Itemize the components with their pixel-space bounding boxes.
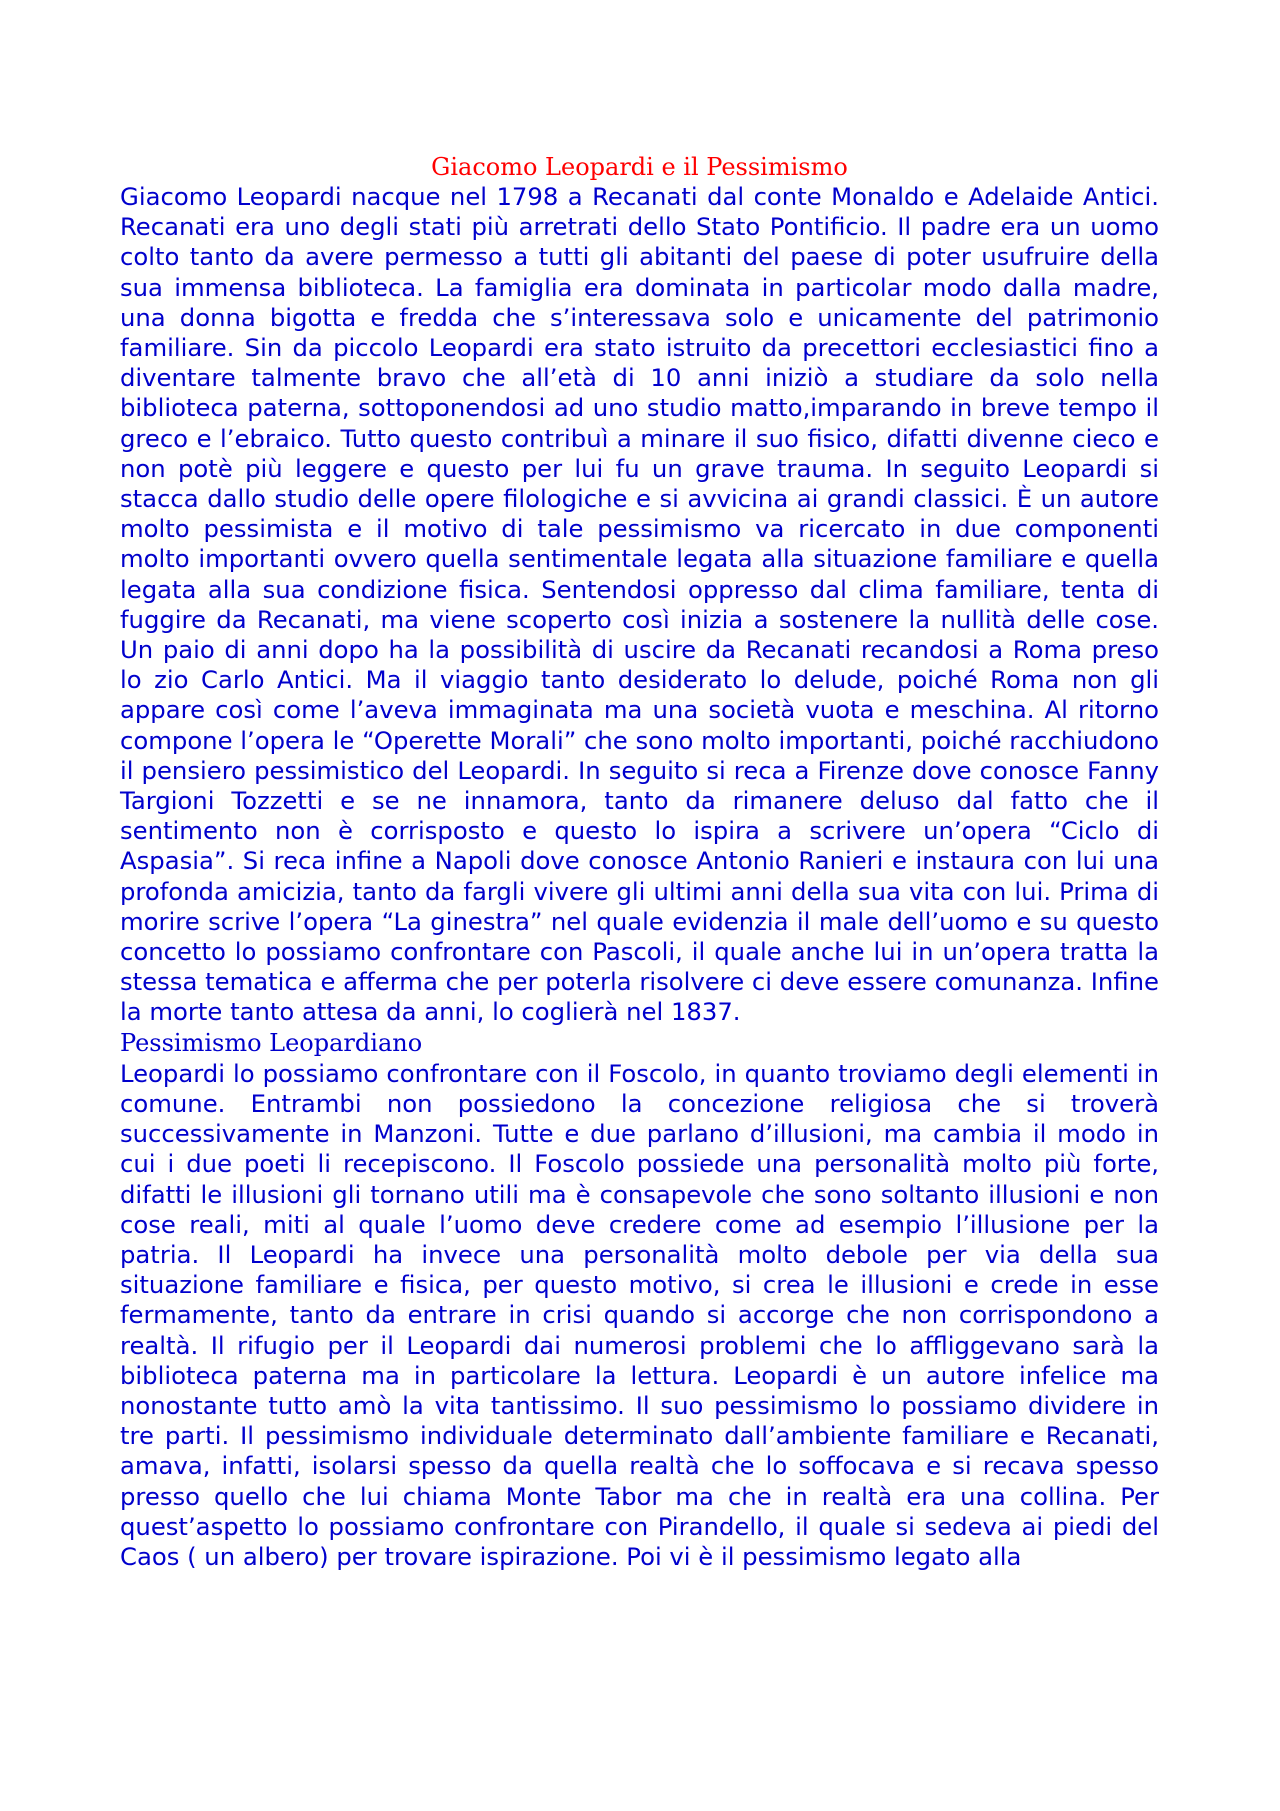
intro-paragraph: Giacomo Leopardi nacque nel 1798 a Recanati dal conte Monaldo e Adelaide Antici. Recanati era uno degli stati più arretrati dello Stato Pontificio. Il padre era un uomo colto tanto da avere permesso a tutti gli abitanti del paese di poter usufruire della sua immensa biblioteca. La famiglia era dominata in particolar modo dalla madre, una donna bigotta e fredda che s’interessava solo e unicamente del patrimonio familiare. Sin da piccolo Leopardi era stato istruito da precettori ecclesiastici fino a diventare talmente bravo che all’età di 10 anni iniziò a studiare da solo nella biblioteca paterna, sottoponendosi ad uno studio matto,imparando in breve tempo il greco e l’ebraico. Tutto questo contribuì a minare il suo fisico, difatti divenne cieco e non potè più leggere e questo per lui fu un grave trauma. In seguito Leopardi si stacca dallo studio delle opere filologiche e si avvicina ai grandi classici. È un autore molto pessimista e il motivo di tale pessimismo va ricercato in due componenti molto importanti ovvero quella sentimentale legata alla situazione familiare e quella legata alla sua condizione fisica. Sentendosi oppresso dal clima familiare, tenta di fuggire da Recanati, ma viene scoperto così inizia a sostenere la nullità delle cose. Un paio di anni dopo ha la possibilità di uscire da Recanati recandosi a Roma preso lo zio Carlo Antici. Ma il viaggio tanto desiderato lo delude, poiché Roma non gli appare così come l’aveva immaginata ma una società vuota e meschina. Al ritorno compone l’opera le “Operette Morali” che sono molto importanti, poiché racchiudono il pensiero pessimistico del Leopardi. In seguito si reca a Firenze dove conosce Fanny Targioni Tozzetti e se ne innamora, tanto da rimanere deluso dal fatto che il sentimento non è corrisposto e questo lo ispira a scrivere un’opera “Ciclo di Aspasia”. Si reca infine a Napoli dove conosce Antonio Ranieri e instaura con lui una profonda amicizia, tanto da fargli vivere gli ultimi anni della sua vita con lui. Prima di morire scrive l’opera “La ginestra” nel quale evidenzia il male dell’uomo e su questo concetto lo possiamo confrontare con Pascoli, il quale anche lui in un’opera tratta la stessa tematica e afferma che per poterla risolvere ci deve essere comunanza. Infine la morte tanto attesa da anni, lo coglierà nel 1837.	[120, 182, 1159, 1027]
section-paragraph: Leopardi lo possiamo confrontare con il Foscolo, in quanto troviamo degli elementi in comune. Entrambi non possiedono la concezione religiosa che si troverà successivamente in Manzoni. Tutte e due parlano d’illusioni, ma cambia il modo in cui i due poeti li recepiscono. Il Foscolo possiede una personalità molto più forte, difatti le illusioni gli tornano utili ma è consapevole che sono soltanto illusioni e non cose reali, miti al quale l’uomo deve credere come ad esempio l’illusione per la patria. Il Leopardi ha invece una personalità molto debole per via della sua situazione familiare e fisica, per questo motivo, si crea le illusioni e crede in esse fermamente, tanto da entrare in crisi quando si accorge che non corrispondono a realtà. Il rifugio per il Leopardi dai numerosi problemi che lo affliggevano sarà la biblioteca paterna ma in particolare la lettura. Leopardi è un autore infelice ma nonostante tutto amò la vita tantissimo. Il suo pessimismo lo possiamo dividere in tre parti. Il pessimismo individuale determinato dall’ambiente familiare e Recanati, amava, infatti, isolarsi spesso da quella realtà che lo soffocava e si recava spesso presso quello che lui chiama Monte Tabor ma che in realtà era una collina. Per quest’aspetto lo possiamo confrontare con Pirandello, il quale si sedeva ai piedi del Caos ( un albero) per trovare ispirazione. Poi vi è il pessimismo legato alla	[120, 1058, 1159, 1571]
document-page	[120, 152, 1159, 1572]
section-heading: Pessimismo Leopardiano	[120, 1028, 423, 1057]
document-title: Giacomo Leopardi e il Pessimismo	[431, 153, 848, 181]
